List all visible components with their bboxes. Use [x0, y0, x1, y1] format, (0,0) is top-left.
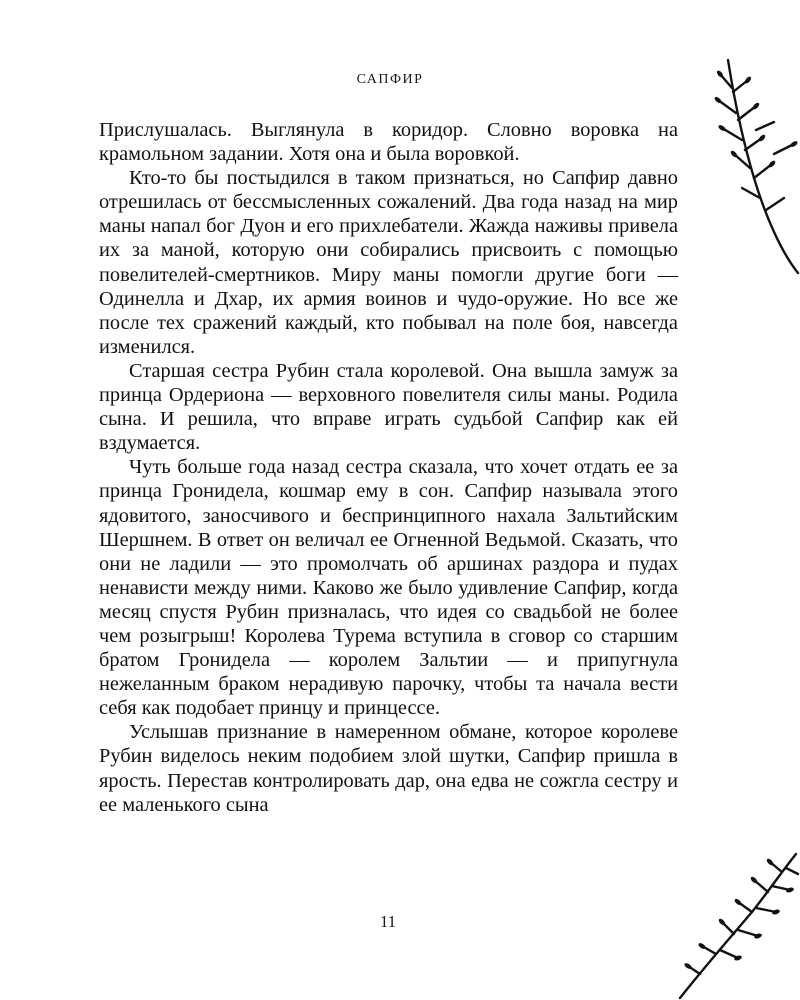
paragraph-1: Прислушалась. Выглянула в коридор. Словно воровка на крамольном задании. Хотя она и была воровкой. — [99, 119, 678, 166]
page-number: 11 — [379, 912, 397, 931]
paragraph-3: Старшая сестра Рубин стала королевой. Она вышла замуж за принца Ордериона — верховного повелителя силы маны. Родила сына. И решила, что вправе играть судьбой Сапфир как ей вздумается. — [99, 359, 678, 455]
running-head: САПФИР — [356, 72, 424, 87]
branch-bottom-icon — [672, 850, 800, 1000]
paragraph-2: Кто-то бы постыдился в таком признаться, но Сапфир давно отрешилась от бессмысленных сожалений. Два года назад на мир маны напал бог Дуон и его прихлебатели. Жажда наживы привела их за маной, которую они собирались присвоить с помощью повелителей-смертников. Миру маны помогли другие боги — Одинелла и Дхар, их армия воинов и чудо-оружие. Но все же после тех сражений каждый, кто побывал на поле боя, навсегда изменился. — [99, 167, 678, 358]
branch-top-icon — [712, 58, 800, 278]
paragraph-5: Услышав признание в намеренном обмане, которое королеве Рубин виделось неким подобием злой шутки, Сапфир пришла в ярость. Перестав контролировать дар, она едва не сожгла сестру и ее маленького сына — [99, 721, 678, 816]
body-text — [99, 118, 678, 817]
paragraph-4: Чуть больше года назад сестра сказала, что хочет отдать ее за принца Гронидела, кошмар ему в сон. Сапфир называла этого ядовитого, заносчивого и беспринципного нахала Зальтийским Шершнем. В ответ он величал ее Огненной Ведьмой. Сказать, что они не ладили — это промолчать об аршинах раздора и пудах ненависти между ними. Каково же было удивление Сапфир, когда месяц спустя Рубин призналась, что идея со свадьбой не более чем розыгрыш! Королева Турема вступила в сговор со старшим братом Гронидела — королем Зальтии — и припугнула нежеланным браком нерадивую парочку, чтобы та начала вести себя как подобает принцу и принцессе. — [99, 456, 678, 720]
